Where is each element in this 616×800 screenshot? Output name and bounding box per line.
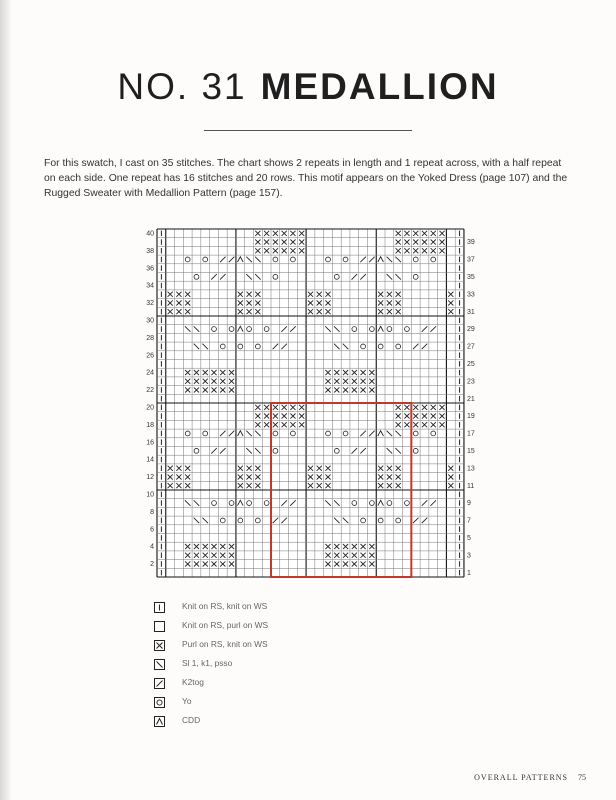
row-number-right: 15	[466, 448, 475, 455]
legend-label: Sl 1, k1, psso	[182, 658, 233, 668]
row-number-right: 3	[466, 552, 471, 560]
row-number-right: 21	[466, 395, 475, 403]
row-number-left: 18	[146, 421, 154, 429]
intro-paragraph: For this swatch, I cast on 35 stitches. The chart shows 2 repeats in length and 1 repeat across, with a half repeat on each side. One repeat has 16 stitches and 20 rows. This motif appears on the Yoked Dress (page 107) and the Rugged Sweater with Medallion Pattern (page 157).	[44, 158, 568, 199]
row-number-right: 37	[466, 256, 475, 264]
row-number-left: 26	[146, 352, 154, 360]
legend-item	[154, 638, 454, 657]
legend-symbol-bar	[154, 602, 165, 613]
row-number-right: 25	[466, 361, 475, 368]
page-number: 75	[578, 773, 586, 782]
row-number-right: 31	[466, 308, 475, 316]
row-number-left: 30	[146, 317, 154, 325]
row-number-left: 2	[150, 561, 154, 569]
row-number-left: 38	[146, 247, 154, 255]
row-number-left: 22	[146, 387, 154, 395]
pattern-name: MEDALLION	[260, 66, 499, 107]
legend-item	[154, 600, 454, 619]
row-number-left: 14	[146, 456, 154, 464]
row-number-left: 40	[146, 230, 154, 238]
legend-item	[154, 619, 454, 638]
legend-item	[154, 714, 454, 733]
backslash-symbol-icon	[155, 660, 164, 669]
circle-symbol-icon	[155, 698, 164, 707]
row-number-right: 17	[466, 430, 475, 438]
row-number-right: 9	[466, 500, 471, 508]
legend-symbol-circle	[154, 697, 165, 708]
bar-symbol-icon	[155, 603, 164, 612]
cross-symbol-icon	[155, 641, 164, 650]
row-number-right: 13	[466, 465, 475, 473]
row-number-right: 7	[466, 517, 471, 525]
row-number-right: 35	[466, 274, 475, 281]
row-number-right: 23	[466, 378, 475, 386]
row-number-left: 6	[150, 526, 154, 534]
row-number-left: 12	[146, 474, 154, 482]
blank-symbol-icon	[155, 622, 164, 631]
row-number-left: 20	[146, 404, 154, 412]
legend-label: K2tog	[182, 677, 204, 687]
row-number-left: 34	[146, 282, 154, 290]
row-number-left: 36	[146, 265, 154, 273]
legend-label: CDD	[182, 715, 201, 725]
chart-legend	[154, 600, 454, 733]
row-number-right: 11	[466, 482, 475, 490]
footer-section: OVERALL PATTERNS	[474, 773, 568, 782]
legend-item	[154, 676, 454, 695]
page-footer	[474, 773, 586, 782]
legend-item	[154, 695, 454, 714]
row-number-left: 28	[146, 334, 154, 342]
legend-label: Purl on RS, knit on WS	[182, 639, 268, 649]
legend-symbol-slash	[154, 678, 165, 689]
caret-symbol-icon	[155, 717, 164, 726]
row-number-right: 5	[466, 535, 471, 542]
row-number-right: 29	[466, 326, 475, 334]
row-number-right: 27	[466, 343, 475, 351]
legend-symbol-cross	[154, 640, 165, 651]
row-number-left: 10	[146, 491, 154, 499]
legend-item	[154, 657, 454, 676]
row-number-left: 16	[146, 439, 154, 447]
row-number-left: 4	[150, 543, 154, 551]
row-number-left: 32	[146, 300, 154, 308]
legend-symbol-caret	[154, 716, 165, 727]
legend-symbol-blank	[154, 621, 165, 632]
row-number-right: 19	[466, 413, 475, 421]
legend-label: Knit on RS, purl on WS	[182, 620, 269, 630]
pattern-number: NO. 31	[117, 66, 247, 107]
legend-label: Knit on RS, knit on WS	[182, 601, 268, 611]
row-number-left: 24	[146, 369, 154, 377]
row-number-right: 1	[466, 569, 471, 577]
row-number-left: 8	[150, 508, 154, 516]
legend-label: Yo	[182, 696, 192, 706]
slash-symbol-icon	[155, 679, 164, 688]
row-number-right: 33	[466, 291, 475, 299]
legend-symbol-backslash	[154, 659, 165, 670]
row-number-right: 39	[466, 239, 475, 247]
